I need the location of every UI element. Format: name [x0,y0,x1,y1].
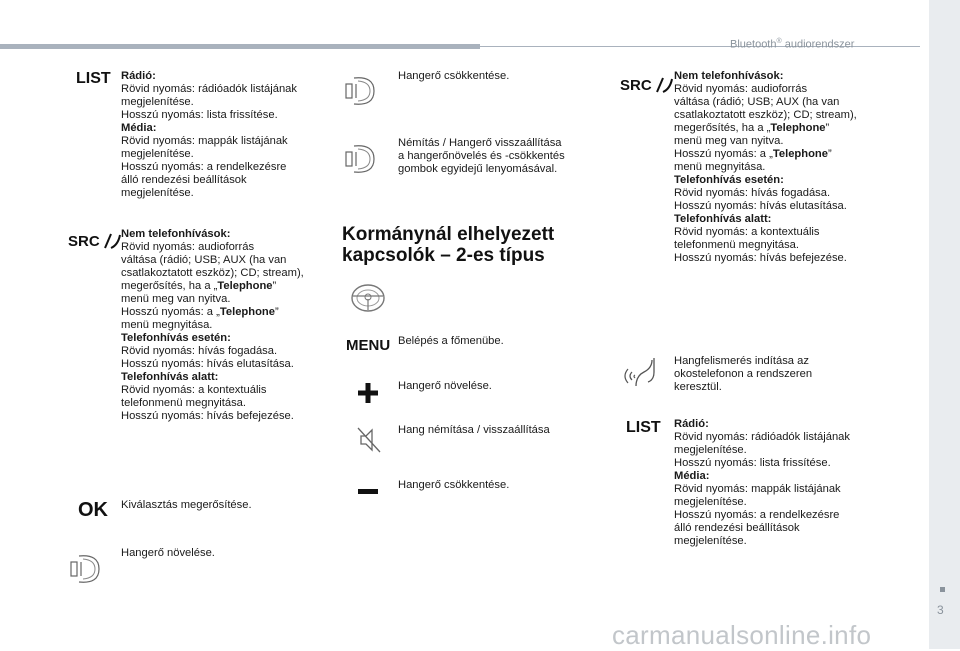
text-line: megjelenítése. [121,187,194,199]
thumbwheel-press-icon [344,142,380,176]
thumbwheel-up-icon [69,552,105,586]
plus-icon [358,383,378,403]
text-line: Hosszú nyomás: a rendelkezésre [674,509,840,521]
text-line: megerősítés, ha a „Telephone” [121,280,277,292]
text-line: Hosszú nyomás: a „Telephone” [121,306,279,318]
text-line: Telefonhívás esetén: [121,332,231,344]
src-button-icon-col3: SRC [620,77,652,95]
text-line: Rövid nyomás: hívás fogadása. [121,345,278,357]
text-line: Rövid nyomás: hívás fogadása. [674,187,831,199]
text-line: telefonmenü megnyitása. [121,397,247,409]
text-line: Rövid nyomás: a kontextuális [674,226,820,238]
src-description-col3 [674,70,857,265]
text-line: Rádió: [121,70,156,82]
text-line: Telefonhívás alatt: [121,371,219,383]
text-line: menü meg van nyitva. [674,135,784,147]
text-line: Hosszú nyomás: hívás befejezése. [674,252,847,264]
text-line: Hosszú nyomás: lista frissítése. [674,457,831,469]
text-line: megjelenítése. [121,96,194,108]
text-line: Rövid nyomás: audioforrás [121,241,255,253]
text-line: megjelenítése. [674,444,747,456]
section-heading: Kormánynál elhelyezett kapcsolók – 2-es típus [342,224,555,266]
text-line: megjelenítése. [674,535,747,547]
voice-recognition-description: Hangfelismerés indítása az okostelefonon a rendszeren keresztül. [674,355,813,393]
text-line: Rövid nyomás: a kontextuális [121,384,267,396]
menu-description: Belépés a főmenübe. [398,335,504,347]
phone-slash-icon [102,233,122,249]
text-line: Nem telefonhívások: [121,228,231,240]
watermark: carmanualsonline.info [612,620,872,650]
text-line: menü meg van nyitva. [121,293,231,305]
text-line: menü megnyitása. [121,319,213,331]
text-line: Rádió: [674,418,709,430]
page-sidebar [929,0,960,649]
mute-reset-description: Némítás / Hangerő visszaállítása a hangerőnövelés és -csökkentés gombok egyidejű lenyomásával. [398,137,565,175]
minus-description: Hangerő csökkentése. [398,479,510,491]
text-line: Hosszú nyomás: lista frissítése. [121,109,278,121]
voice-recognition-icon [624,356,658,388]
steering-wheel-icon [350,283,386,313]
minus-icon [358,489,378,495]
phone-slash-icon [654,77,674,93]
text-line: csatlakoztatott eszköz); CD; stream), [674,109,857,121]
text-line: Telefonhívás alatt: [674,213,772,225]
text-line: álló rendezési beállítások [121,174,247,186]
text-line: Hosszú nyomás: a rendelkezésre [121,161,287,173]
list-button-icon: LIST [76,70,111,87]
text-line: csatlakoztatott eszköz); CD; stream), [121,267,304,279]
menu-button-icon: MENU [346,337,391,354]
list-description-col3 [674,418,850,548]
speaker-mute-icon [357,427,381,453]
text-line: megjelenítése. [674,496,747,508]
thumbwheel-down-icon [344,74,380,108]
text-line: Nem telefonhívások: [674,70,784,82]
page-number: 3 [937,603,944,617]
plus-description: Hangerő növelése. [398,380,492,392]
ok-description: Kiválasztás megerősítése. [121,499,252,511]
ok-button-icon: OK [78,499,108,521]
text-line: menü megnyitása. [674,161,766,173]
text-line: telefonmenü megnyitása. [674,239,800,251]
page-marker [940,587,945,592]
header-rule [0,44,480,49]
vol-up-description-col1: Hangerő növelése. [121,547,215,559]
page-header: Bluetooth® audiorendszer [730,38,855,51]
text-line: váltása (rádió; USB; AUX (ha van [674,96,840,108]
text-line: Rövid nyomás: rádióadók listájának [121,83,297,95]
text-line: Hosszú nyomás: hívás befejezése. [121,410,294,422]
list-description-col1 [121,70,297,200]
text-line: Telefonhívás esetén: [674,174,784,186]
text-line: váltása (rádió; USB; AUX (ha van [121,254,287,266]
text-line: megerősítés, ha a „Telephone” [674,122,830,134]
src-button-icon: SRC [68,233,100,251]
text-line: Hosszú nyomás: a „Telephone” [674,148,832,160]
mute-description: Hang némítása / visszaállítása [398,424,550,436]
text-line: Hosszú nyomás: hívás elutasítása. [121,358,294,370]
text-line: álló rendezési beállítások [674,522,800,534]
text-line: Rövid nyomás: audioforrás [674,83,808,95]
text-line: Rövid nyomás: rádióadók listájának [674,431,850,443]
list-button-icon-col3: LIST [626,419,661,436]
text-line: megjelenítése. [121,148,194,160]
text-line: Média: [121,122,157,134]
text-line: Hosszú nyomás: hívás elutasítása. [674,200,847,212]
vol-down-description-wheel: Hangerő csökkentése. [398,70,510,82]
text-line: Rövid nyomás: mappák listájának [674,483,841,495]
text-line: Média: [674,470,710,482]
text-line: Rövid nyomás: mappák listájának [121,135,288,147]
src-description-col1 [121,228,304,423]
